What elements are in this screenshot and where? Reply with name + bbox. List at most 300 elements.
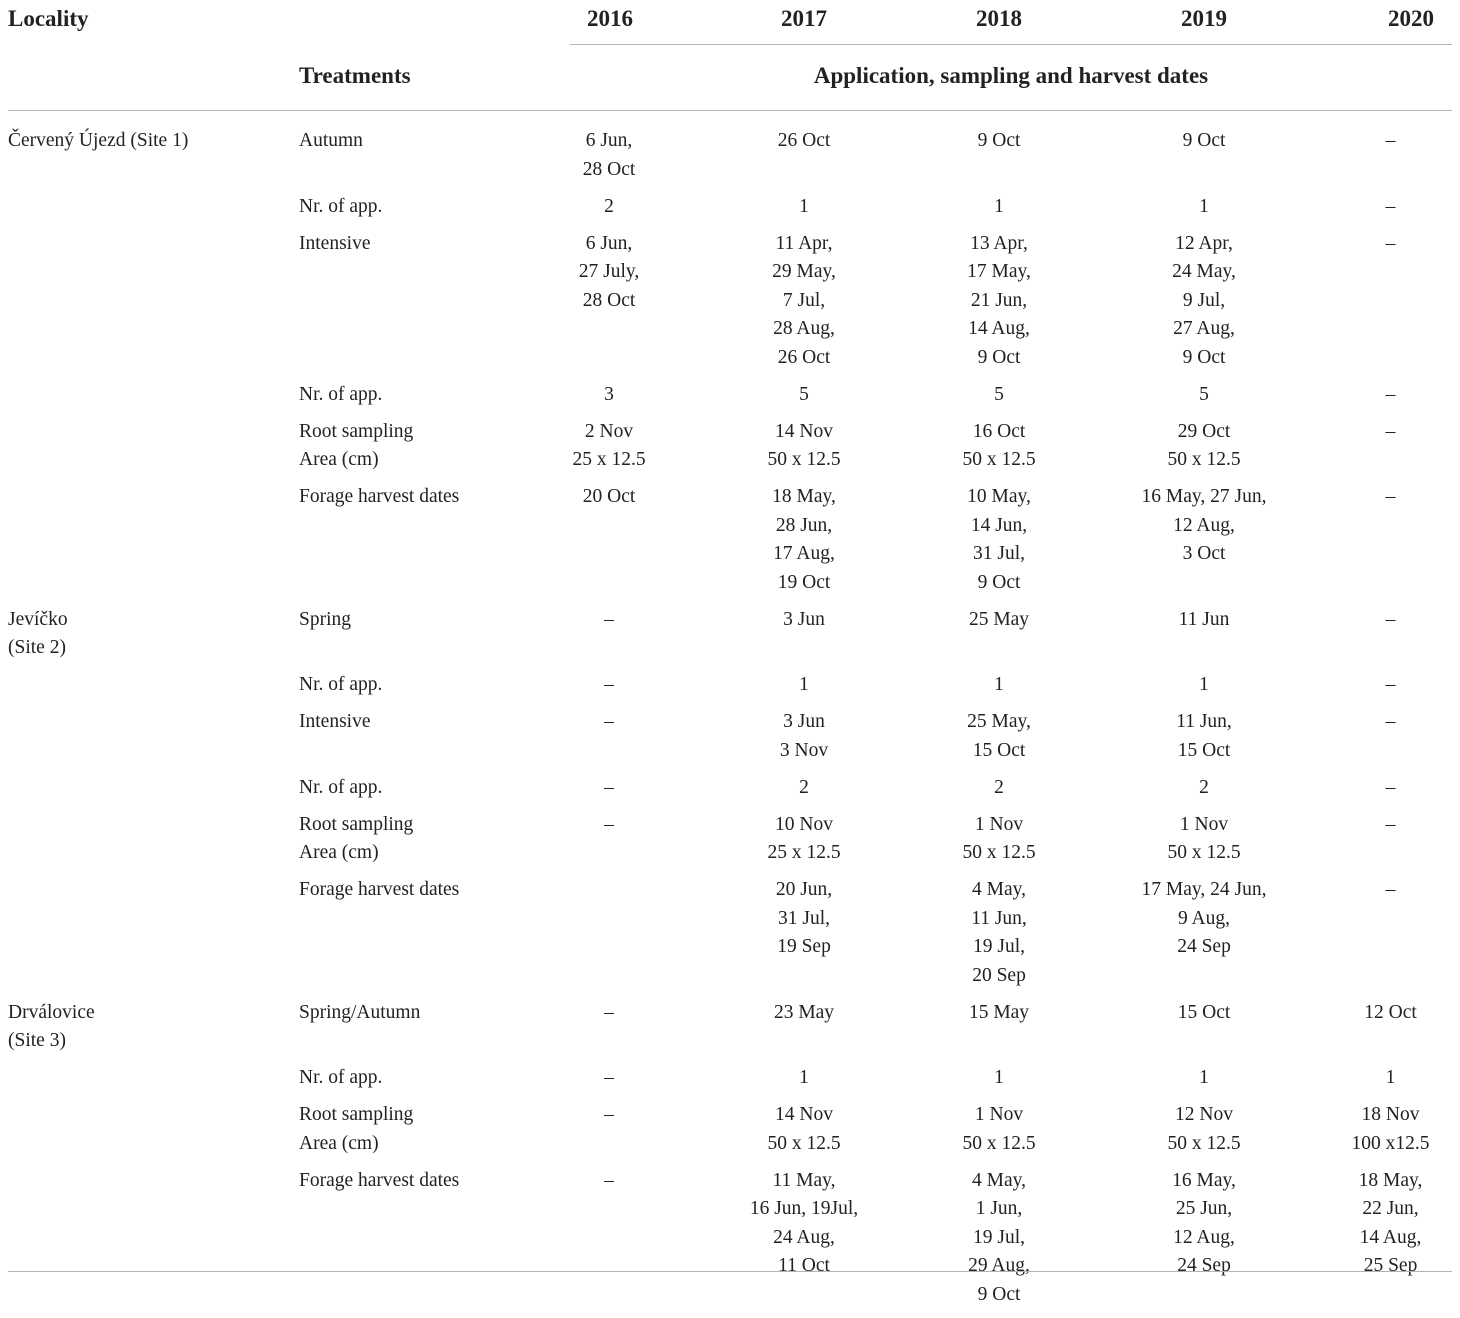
table-row xyxy=(8,811,1452,877)
date-text: 2 xyxy=(799,776,809,798)
table-row xyxy=(8,876,1452,999)
locality-cell xyxy=(8,483,299,606)
date-cell-2016 xyxy=(529,774,689,811)
date-text: 3 xyxy=(604,383,614,405)
date-text: 1 xyxy=(1385,1067,1396,1088)
date-text: 27 Aug, xyxy=(1173,318,1235,339)
date-cell-2019 xyxy=(1079,418,1329,484)
date-text: 25 May, xyxy=(967,711,1031,732)
date-text: 50 x 12.5 xyxy=(767,449,841,470)
date-text: 17 May, 24 Jun, xyxy=(1141,879,1267,900)
locality-text: (Site 3) xyxy=(8,1030,66,1051)
treatment-text: Nr. of app. xyxy=(299,776,383,798)
date-text: 9 Oct xyxy=(977,571,1021,593)
locality-cell xyxy=(8,230,299,381)
treatment-cell xyxy=(299,1101,529,1167)
date-cell-2018 xyxy=(919,876,1079,999)
date-text: 3 Jun xyxy=(783,608,825,630)
date-text: – xyxy=(1385,879,1396,900)
table-row xyxy=(8,1167,1452,1318)
treatment-text: Root sampling xyxy=(299,420,414,442)
date-cell-2018 xyxy=(919,193,1079,230)
year-header-2018: 2018 xyxy=(976,6,1022,31)
date-text: 26 Oct xyxy=(777,346,831,368)
date-text: 17 Aug, xyxy=(773,543,835,564)
date-text: 15 Oct xyxy=(1177,739,1231,761)
date-text: 20 Jun, xyxy=(775,879,833,900)
locality-cell xyxy=(8,1167,299,1318)
date-text: 4 May, xyxy=(972,1169,1026,1191)
treatment-cell xyxy=(299,876,529,999)
date-text: 25 x 12.5 xyxy=(767,842,841,863)
date-text: – xyxy=(604,608,614,630)
locality-cell xyxy=(8,381,299,418)
date-text: 14 Jun, xyxy=(970,514,1028,536)
date-text: 3 Nov xyxy=(779,739,829,761)
date-cell-2017 xyxy=(689,483,919,606)
year-header-2017: 2017 xyxy=(781,6,827,31)
date-cell-2016 xyxy=(529,230,689,381)
date-cell-2020 xyxy=(1329,999,1452,1065)
date-text: 9 Oct xyxy=(1182,346,1226,368)
date-text: – xyxy=(604,1001,614,1023)
date-text: – xyxy=(604,813,614,835)
treatment-cell xyxy=(299,999,529,1065)
date-cell-2016 xyxy=(529,127,689,193)
date-cell-2020 xyxy=(1329,1101,1452,1167)
date-cell-2017 xyxy=(689,418,919,484)
date-text: 12 Apr, xyxy=(1175,232,1233,254)
date-text: 23 May xyxy=(773,1001,835,1023)
date-text: 50 x 12.5 xyxy=(962,449,1036,470)
date-text: 11 Jun, xyxy=(1176,711,1232,732)
date-text: 9 Oct xyxy=(1182,130,1226,151)
treatment-cell xyxy=(299,606,529,672)
date-text: 28 Oct xyxy=(582,289,636,311)
date-cell-2019 xyxy=(1079,671,1329,708)
locality-cell xyxy=(8,193,299,230)
treatment-text: Intensive xyxy=(299,711,371,732)
date-cell-2016 xyxy=(529,381,689,418)
date-cell-2018 xyxy=(919,811,1079,877)
dates-span-header: Application, sampling and harvest dates xyxy=(813,63,1209,88)
table-row xyxy=(8,774,1452,811)
date-cell-2017 xyxy=(689,774,919,811)
date-text: – xyxy=(604,1067,614,1088)
date-text: 2 Nov xyxy=(584,420,634,442)
date-text: 11 Apr, xyxy=(775,232,833,254)
date-text: 9 Jul, xyxy=(1182,289,1226,311)
date-text: – xyxy=(1385,674,1396,695)
date-cell-2017 xyxy=(689,381,919,418)
locality-text: Jevíčko xyxy=(8,608,68,630)
date-cell-2017 xyxy=(689,999,919,1065)
date-text: 6 Jun, xyxy=(585,232,633,254)
locality-text: Červený Újezd (Site 1) xyxy=(8,130,189,151)
date-text: 5 xyxy=(994,383,1004,405)
date-text: 50 x 12.5 xyxy=(1167,449,1241,470)
date-text: 50 x 12.5 xyxy=(1167,1132,1241,1154)
treatment-cell xyxy=(299,230,529,381)
date-cell-2017 xyxy=(689,1064,919,1101)
date-text: – xyxy=(1385,486,1396,507)
treatment-cell xyxy=(299,1167,529,1318)
date-text: 20 Sep xyxy=(972,964,1026,986)
treatment-text: Forage harvest dates xyxy=(299,1169,460,1191)
table-row xyxy=(8,483,1452,606)
locality-text: Drválovice xyxy=(8,1001,95,1023)
locality-cell xyxy=(8,774,299,811)
date-cell-2019 xyxy=(1079,127,1329,193)
treatment-text: Spring xyxy=(299,608,352,630)
table-bottom-rule xyxy=(8,1271,1452,1272)
date-text: 7 Jul, xyxy=(782,289,826,311)
date-text: 1 Nov xyxy=(1179,813,1229,835)
treatment-text: Autumn xyxy=(299,130,363,151)
treatment-cell xyxy=(299,127,529,193)
date-text: 11 Jun, xyxy=(971,907,1027,929)
date-text: 16 May, xyxy=(1172,1169,1236,1191)
date-text: 29 May, xyxy=(772,261,836,282)
date-cell-2017 xyxy=(689,876,919,999)
date-cell-2016 xyxy=(529,1064,689,1101)
date-text: – xyxy=(1385,776,1396,798)
table-row xyxy=(8,127,1452,193)
date-text: 21 Jun, xyxy=(970,289,1028,311)
date-cell-2016 xyxy=(529,708,689,774)
date-text: 1 xyxy=(1199,195,1209,217)
date-text: – xyxy=(1385,608,1396,630)
date-text: 50 x 12.5 xyxy=(1167,842,1241,863)
date-cell-2018 xyxy=(919,774,1079,811)
date-text: 14 Aug, xyxy=(968,318,1030,339)
date-cell-2017 xyxy=(689,127,919,193)
date-text: 11 May, xyxy=(772,1169,836,1191)
date-text: 2 xyxy=(1199,776,1209,798)
date-text: 1 xyxy=(994,195,1004,217)
treatment-text: Nr. of app. xyxy=(299,195,383,217)
treatment-text: Area (cm) xyxy=(299,449,379,470)
date-text: 24 Sep xyxy=(1177,1255,1231,1276)
treatment-cell xyxy=(299,381,529,418)
date-text: 31 Jul, xyxy=(777,907,830,929)
date-text: – xyxy=(604,711,614,732)
date-cell-2020 xyxy=(1329,381,1452,418)
date-cell-2017 xyxy=(689,671,919,708)
date-cell-2017 xyxy=(689,230,919,381)
date-text: 1 Nov xyxy=(974,1104,1024,1125)
date-text: 27 July, xyxy=(578,261,640,282)
date-text: 9 Oct xyxy=(977,346,1021,368)
date-text: 1 xyxy=(799,1067,809,1088)
date-cell-2020 xyxy=(1329,671,1452,708)
date-text: 12 Aug, xyxy=(1173,514,1235,536)
date-text: 28 Aug, xyxy=(773,318,835,339)
treatment-cell xyxy=(299,1064,529,1101)
date-text: 1 xyxy=(1199,1067,1209,1088)
date-text: 25 Jun, xyxy=(1175,1198,1233,1219)
date-text: – xyxy=(1385,383,1396,405)
date-text: 14 Aug, xyxy=(1359,1226,1422,1248)
table-row xyxy=(8,193,1452,230)
date-text: 16 Jun, 19Jul, xyxy=(749,1198,859,1219)
date-text: 5 xyxy=(1199,383,1209,405)
date-cell-2016 xyxy=(529,671,689,708)
date-cell-2020 xyxy=(1329,876,1452,999)
date-text: 1 Nov xyxy=(974,813,1024,835)
date-text: 19 Sep xyxy=(777,936,831,957)
treatment-text: Intensive xyxy=(299,232,371,254)
table-row xyxy=(8,418,1452,484)
date-cell-2019 xyxy=(1079,811,1329,877)
treatment-text: Forage harvest dates xyxy=(299,879,460,900)
date-text: 19 Jul, xyxy=(972,936,1025,957)
date-text: 26 Oct xyxy=(777,130,831,151)
date-cell-2018 xyxy=(919,483,1079,606)
locality-cell xyxy=(8,418,299,484)
treatment-text: Nr. of app. xyxy=(299,1067,383,1088)
date-cell-2018 xyxy=(919,1101,1079,1167)
locality-cell xyxy=(8,606,299,672)
date-cell-2019 xyxy=(1079,230,1329,381)
date-text: 9 Oct xyxy=(977,130,1021,151)
date-text: 6 Jun, xyxy=(585,130,633,151)
date-text: 9 Aug, xyxy=(1177,907,1230,929)
date-cell-2020 xyxy=(1329,606,1452,672)
treatment-cell xyxy=(299,671,529,708)
treatment-text: Root sampling xyxy=(299,1104,414,1125)
table-row xyxy=(8,671,1452,708)
date-text: 12 Oct xyxy=(1364,1001,1417,1023)
locality-cell xyxy=(8,999,299,1065)
date-cell-2019 xyxy=(1079,381,1329,418)
treatment-cell xyxy=(299,418,529,484)
date-text: 2 xyxy=(994,776,1004,798)
date-text: 50 x 12.5 xyxy=(962,1132,1036,1154)
date-text: 18 Nov xyxy=(1361,1104,1420,1125)
treatment-cell xyxy=(299,193,529,230)
date-text: 9 Oct xyxy=(977,1283,1021,1305)
treatment-cell xyxy=(299,774,529,811)
date-text: – xyxy=(1385,232,1396,254)
date-text: 14 Nov xyxy=(775,420,833,442)
date-cell-2019 xyxy=(1079,606,1329,672)
table-row xyxy=(8,230,1452,381)
date-cell-2016 xyxy=(529,483,689,606)
date-text: – xyxy=(1385,130,1396,151)
date-text: 25 Sep xyxy=(1363,1255,1418,1276)
date-text: – xyxy=(604,1104,614,1125)
date-cell-2016 xyxy=(529,999,689,1065)
date-text: 29 Aug, xyxy=(968,1255,1030,1276)
header-bottom-rule xyxy=(8,110,1452,111)
locality-cell xyxy=(8,876,299,999)
treatment-cell xyxy=(299,811,529,877)
date-text: 1 xyxy=(994,1067,1004,1088)
year-header-2020: 2020 xyxy=(1388,6,1434,31)
locality-header: Locality xyxy=(8,6,89,31)
date-cell-2016 xyxy=(529,1101,689,1167)
date-text: 15 Oct xyxy=(1177,1001,1231,1023)
date-text: 18 May, xyxy=(1358,1169,1423,1191)
date-cell-2019 xyxy=(1079,193,1329,230)
date-text: 24 Sep xyxy=(1177,936,1231,957)
date-text: 10 Nov xyxy=(775,813,833,835)
date-text: 22 Jun, xyxy=(1362,1198,1419,1219)
locality-cell xyxy=(8,1064,299,1101)
date-text: 13 Apr, xyxy=(970,232,1028,254)
table-row xyxy=(8,1064,1452,1101)
date-text: 12 Nov xyxy=(1175,1104,1233,1125)
treatment-cell xyxy=(299,483,529,606)
date-cell-2020 xyxy=(1329,483,1452,606)
date-text: 1 xyxy=(1199,674,1209,695)
date-cell-2018 xyxy=(919,418,1079,484)
locality-cell xyxy=(8,708,299,774)
treatment-text: Area (cm) xyxy=(299,842,379,863)
date-cell-2018 xyxy=(919,1064,1079,1101)
treatment-text: Nr. of app. xyxy=(299,383,383,405)
treatments-header: Treatments xyxy=(299,63,411,88)
date-text: 17 May, xyxy=(967,261,1031,282)
date-cell-2020 xyxy=(1329,1064,1452,1101)
date-cell-2018 xyxy=(919,127,1079,193)
date-cell-2018 xyxy=(919,1167,1079,1318)
date-cell-2019 xyxy=(1079,999,1329,1065)
date-text: 15 May xyxy=(968,1001,1030,1023)
date-cell-2020 xyxy=(1329,230,1452,381)
date-cell-2019 xyxy=(1079,1167,1329,1318)
locality-cell xyxy=(8,127,299,193)
date-text: 28 Jun, xyxy=(775,514,833,536)
date-text: 28 Oct xyxy=(582,158,636,180)
treatment-cell xyxy=(299,708,529,774)
date-text: 14 Nov xyxy=(775,1104,833,1125)
date-cell-2016 xyxy=(529,811,689,877)
date-text: 15 Oct xyxy=(972,739,1026,761)
date-text: 19 Jul, xyxy=(972,1226,1025,1248)
date-text: 29 Oct xyxy=(1177,420,1231,442)
locality-text: (Site 2) xyxy=(8,637,66,658)
date-cell-2019 xyxy=(1079,876,1329,999)
date-text: – xyxy=(604,1169,614,1191)
date-cell-2019 xyxy=(1079,774,1329,811)
treatment-text: Nr. of app. xyxy=(299,674,383,695)
date-text: 1 Jun, xyxy=(975,1198,1023,1219)
date-cell-2018 xyxy=(919,999,1079,1065)
date-cell-2018 xyxy=(919,708,1079,774)
date-cell-2019 xyxy=(1079,1064,1329,1101)
date-text: – xyxy=(604,776,614,798)
date-cell-2019 xyxy=(1079,708,1329,774)
date-cell-2017 xyxy=(689,708,919,774)
date-text: 19 Oct xyxy=(777,571,831,593)
table-row xyxy=(8,1101,1452,1167)
date-cell-2020 xyxy=(1329,811,1452,877)
date-cell-2017 xyxy=(689,1167,919,1318)
date-cell-2018 xyxy=(919,606,1079,672)
date-cell-2017 xyxy=(689,606,919,672)
date-cell-2017 xyxy=(689,1101,919,1167)
date-cell-2016 xyxy=(529,1167,689,1318)
date-text: – xyxy=(1385,195,1396,217)
date-cell-2020 xyxy=(1329,193,1452,230)
table-row xyxy=(8,999,1452,1065)
date-text: 31 Jul, xyxy=(972,543,1025,564)
table-row xyxy=(8,606,1452,672)
date-cell-2020 xyxy=(1329,774,1452,811)
date-cell-2016 xyxy=(529,418,689,484)
date-text: – xyxy=(1385,711,1396,732)
date-text: 4 May, xyxy=(972,879,1026,900)
date-text: 5 xyxy=(799,383,809,405)
date-text: – xyxy=(1385,420,1396,442)
date-text: 18 May, xyxy=(772,486,836,507)
treatment-text: Root sampling xyxy=(299,813,414,835)
date-text: 16 May, 27 Jun, xyxy=(1141,486,1267,507)
date-cell-2019 xyxy=(1079,483,1329,606)
date-text: 11 Jun xyxy=(1178,608,1230,630)
date-cell-2016 xyxy=(529,193,689,230)
date-text: 2 xyxy=(604,195,614,217)
date-cell-2017 xyxy=(689,811,919,877)
locality-cell xyxy=(8,1101,299,1167)
date-text: 100 x12.5 xyxy=(1351,1132,1430,1154)
date-text: – xyxy=(1385,813,1396,835)
treatment-text: Forage harvest dates xyxy=(299,486,460,507)
year-header-2016: 2016 xyxy=(587,6,633,31)
date-text: 11 Oct xyxy=(778,1255,830,1276)
date-text: 24 Aug, xyxy=(773,1226,835,1248)
date-cell-2020 xyxy=(1329,1167,1452,1318)
locality-cell xyxy=(8,811,299,877)
date-text: 20 Oct xyxy=(582,486,636,507)
date-cell-2018 xyxy=(919,381,1079,418)
year-header-2019: 2019 xyxy=(1181,6,1227,31)
date-text: 16 Oct xyxy=(972,420,1026,442)
table-row xyxy=(8,708,1452,774)
date-cell-2018 xyxy=(919,230,1079,381)
date-cell-2020 xyxy=(1329,127,1452,193)
date-cell-2018 xyxy=(919,671,1079,708)
date-text: 1 xyxy=(799,195,809,217)
date-text: 12 Aug, xyxy=(1173,1226,1235,1248)
date-cell-2016 xyxy=(529,876,689,999)
date-text: 24 May, xyxy=(1172,261,1236,282)
date-cell-2016 xyxy=(529,606,689,672)
table-row xyxy=(8,381,1452,418)
date-text: 1 xyxy=(994,674,1004,695)
date-text: 25 x 12.5 xyxy=(572,449,646,470)
date-text: 1 xyxy=(799,674,809,695)
date-text: 10 May, xyxy=(967,486,1031,507)
date-cell-2019 xyxy=(1079,1101,1329,1167)
date-cell-2020 xyxy=(1329,708,1452,774)
date-text: 3 Oct xyxy=(1182,543,1226,564)
treatment-text: Area (cm) xyxy=(299,1132,379,1154)
locality-cell xyxy=(8,671,299,708)
date-text: 25 May xyxy=(968,608,1030,630)
date-cell-2020 xyxy=(1329,418,1452,484)
date-text: 3 Jun xyxy=(783,711,825,732)
year-header-rule xyxy=(570,44,1452,45)
date-text: – xyxy=(604,674,614,695)
date-text: 50 x 12.5 xyxy=(962,842,1036,863)
date-cell-2017 xyxy=(689,193,919,230)
table-body xyxy=(8,127,1452,1318)
treatment-text: Spring/Autumn xyxy=(299,1001,421,1023)
date-text: 50 x 12.5 xyxy=(767,1132,841,1154)
